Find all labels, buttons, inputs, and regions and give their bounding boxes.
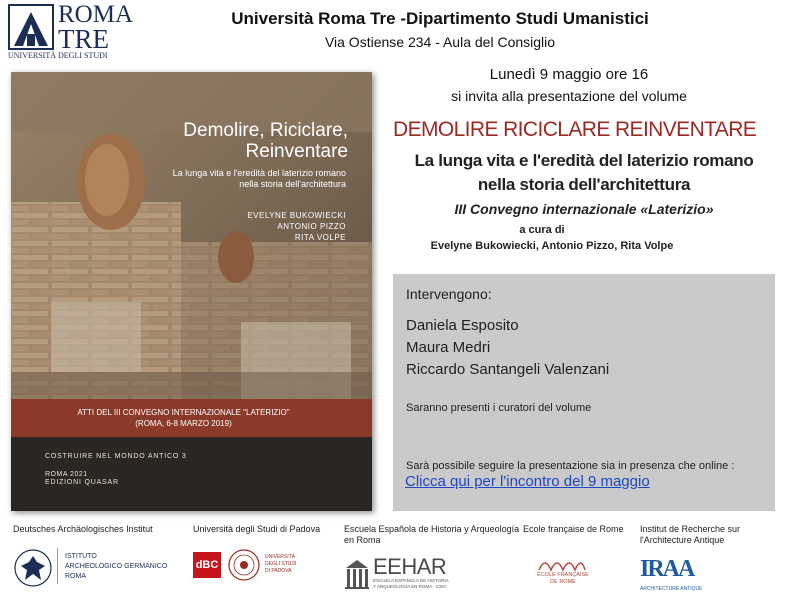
roma-tre-emblem-icon <box>8 4 54 50</box>
event-date: Lunedì 9 maggio ore 16 <box>489 66 649 83</box>
padova-logo <box>193 548 313 588</box>
dbc-mark: dBC <box>193 552 221 578</box>
cover-author: EVELYNE BUKOWIECKI <box>247 211 346 220</box>
cover-proceedings-line1: ATTI DEL III CONVEGNO INTERNAZIONALE "LATERIZIO" <box>77 408 290 417</box>
logo-subtitle: UNIVERSITÀ DEGLI STUDI <box>8 51 108 60</box>
partner-name-line2: l'Architecture Antique <box>640 535 725 545</box>
speaker-name: Riccardo Santangeli Valenzani <box>406 361 610 378</box>
iraa-mark: IRAA <box>640 556 694 582</box>
cover-subtitle-line2: nella storia dell'architettura <box>239 179 346 189</box>
cover-subtitle-line1: La lunga vita e l'eredità del laterizio romano <box>172 168 346 178</box>
eehar-logo <box>344 556 494 592</box>
partner-name: Università degli Studi di Padova <box>193 524 321 534</box>
padova-logo-line3: DI PADOVA <box>265 568 292 574</box>
cover-subtitle <box>156 168 346 190</box>
cover-author: RITA VOLPE <box>294 233 346 242</box>
curators-note: Saranno presenti i curatori del volume <box>406 402 592 414</box>
cover-authors <box>247 210 346 243</box>
iraa-logo <box>640 556 740 594</box>
conference-name: III Convegno internazionale «Laterizio» <box>454 201 714 217</box>
curated-by-label: a cura di <box>519 224 565 236</box>
cover-author: ANTONIO PIZZO <box>277 222 346 231</box>
logo-roma-text: ROMA <box>58 1 134 28</box>
meeting-link[interactable]: Clicca qui per l'incontro del 9 maggio <box>405 473 650 490</box>
efr-logo-line1: ÉCOLE FRANÇAISE <box>537 572 589 578</box>
book-cover <box>11 72 372 511</box>
roma-tre-logo <box>8 1 134 60</box>
eehar-logo-line1: ESCUELA ESPAÑOLA DE HISTORIA <box>373 578 449 583</box>
cover-title-line2: Reinventare <box>245 141 348 162</box>
dai-logo <box>13 546 168 590</box>
logo-tre-text: TRE <box>58 24 109 54</box>
speaker-name: Maura Medri <box>406 339 491 356</box>
partner-dai <box>13 524 153 535</box>
padova-logo-line1: UNIVERSITÀ <box>265 554 296 560</box>
event-invite: si invita alla presentazione del volume <box>451 88 687 104</box>
dai-logo-line1: ISTITUTO <box>65 553 97 560</box>
partner-eehar <box>344 524 519 546</box>
cover-title <box>183 120 348 162</box>
editors-list: Evelyne Bukowiecki, Antonio Pizzo, Rita Volpe <box>430 240 674 252</box>
cover-publisher: EDIZIONI QUASAR <box>45 479 119 486</box>
cover-proceedings-line2: (ROMA, 6-8 MARZO 2019) <box>135 419 232 428</box>
partner-name-line1: Escuela Española de Historia y Arqueología <box>344 524 520 534</box>
speakers-heading: Intervengono: <box>406 286 492 302</box>
cover-year: ROMA 2021 <box>45 471 88 478</box>
eehar-mark: EEHAR <box>373 554 447 579</box>
online-note: Sarà possibile seguire la presentazione sia in presenza che online : <box>406 460 735 472</box>
cover-title-line1: Demolire, Riciclare, <box>183 120 348 141</box>
efr-logo-line2: DE ROME <box>550 579 576 585</box>
eehar-building-icon <box>344 558 370 590</box>
speaker-name: Daniela Esposito <box>406 317 519 334</box>
book-subtitle-line2: nella storia dell'architettura <box>477 175 691 194</box>
cover-series: COSTRUIRE NEL MONDO ANTICO 3 <box>45 453 187 460</box>
dai-eagle-icon <box>13 548 53 588</box>
partner-iraa <box>640 524 740 546</box>
partner-efr <box>523 524 624 535</box>
partner-name: Deutsches Archäologisches Institut <box>13 524 153 534</box>
partner-name-line1: Institut de Recherche sur <box>640 524 741 534</box>
book-subtitle-line1: La lunga vita e l'eredità del laterizio romano <box>414 151 754 170</box>
partner-padova <box>193 524 320 535</box>
cover-proceedings <box>11 407 356 429</box>
efr-logo <box>523 552 613 594</box>
header-address: Via Ostiense 234 - Aula del Consiglio <box>324 34 556 50</box>
padova-logo-line2: DEGLI STUDI <box>265 561 297 567</box>
iraa-logo-line1: ARCHITECTURE ANTIQUE <box>640 586 703 592</box>
book-title: DEMOLIRE RICICLARE REINVENTARE <box>393 118 757 141</box>
header-institution: Università Roma Tre -Dipartimento Studi Umanistici <box>231 9 649 28</box>
dai-logo-line3: ROMA <box>65 573 86 580</box>
dai-logo-line2: ARCHEOLOGICO GERMANICO <box>65 563 168 570</box>
padova-seal-icon <box>227 548 261 582</box>
partner-name-line2: en Roma <box>344 535 381 545</box>
eehar-logo-line2: Y ARQUEOLOGÍA EN ROMA - CSIC <box>373 584 447 589</box>
efr-arches-icon <box>537 554 587 572</box>
partner-name: Ecole française de Rome <box>523 524 624 534</box>
